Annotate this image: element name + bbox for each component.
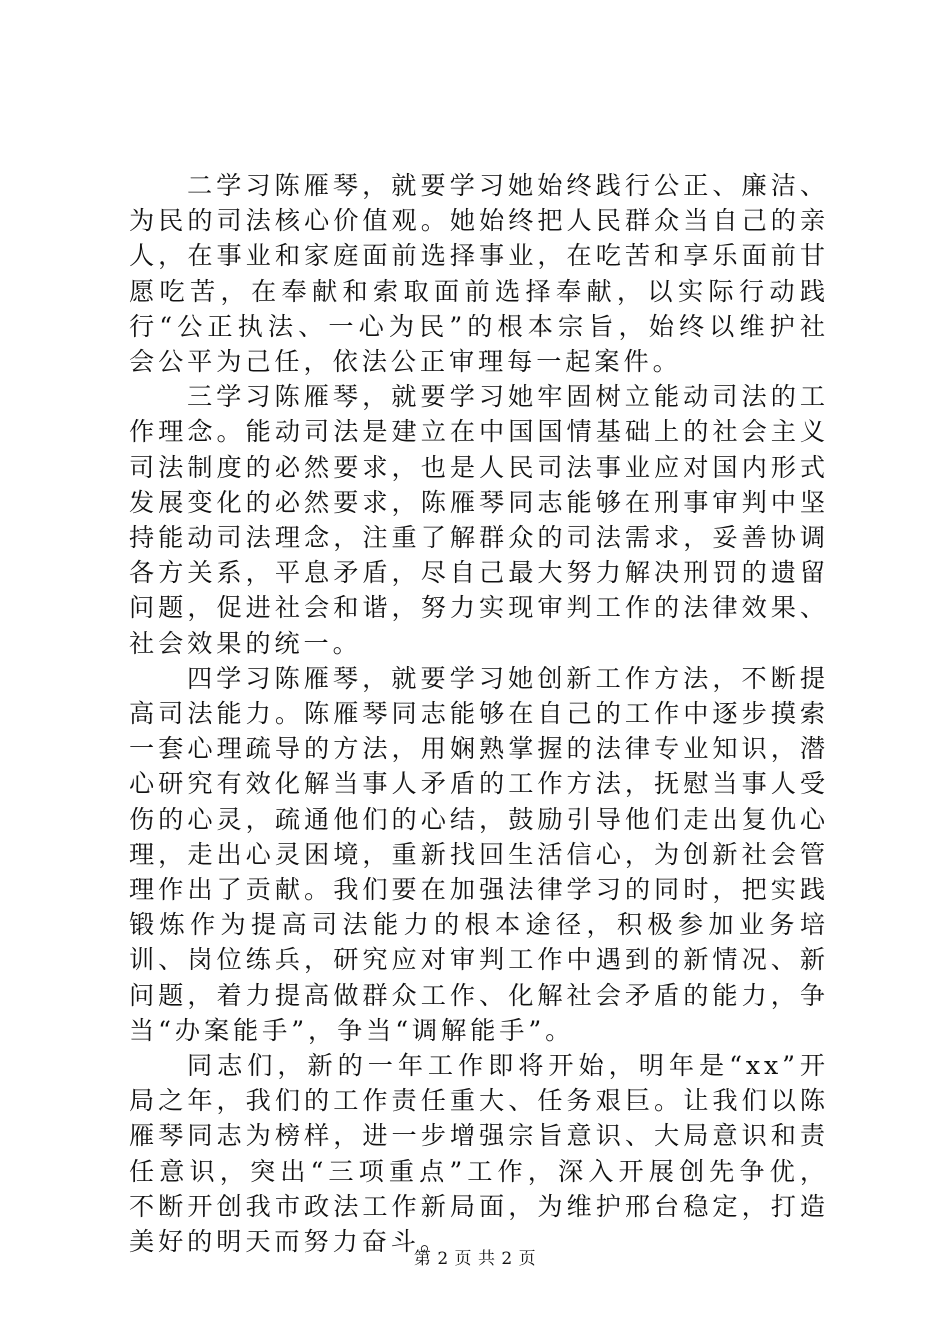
paragraph-3: 三学习陈雁琴，就要学习她牢固树立能动司法的工作理念。能动司法是建立在中国国情基础上的社会主义司法制度的必然要求，也是人民司法事业应对国内形式发展变化的必然要求，陈雁琴同志能够在刑事审判中坚持能动司法理念，注重了解群众的司法需求，妥善协调各方关系，平息矛盾，尽自己最大努力解决刑罚的遗留问题，促进社会和谐，努力实现审判工作的法律效果、社会效果的统一。 [129,382,829,658]
paragraph-closing: 同志们，新的一年工作即将开始，明年是“xx”开局之年，我们的工作责任重大、任务艰巨。让我们以陈雁琴同志为榜样，进一步增强宗旨意识、大局意识和责任意识，突出“三项重点”工作，深入开展创先争优，不断开创我市政法工作新局面，为维护邢台稳定，打造美好的明天而努力奋斗。 [129,1051,829,1257]
paragraph-4: 四学习陈雁琴，就要学习她创新工作方法，不断提高司法能力。陈雁琴同志能够在自己的工作中逐步摸索一套心理疏导的方法，用娴熟掌握的法律专业知识，潜心研究有效化解当事人矛盾的工作方法，抚慰当事人受伤的心灵，疏通他们的心结，鼓励引导他们走出复仇心理，走出心灵困境，重新找回生活信心，为创新社会管理作出了贡献。我们要在加强法律学习的同时，把实践锻炼作为提高司法能力的根本途径，积极参加业务培训、岗位练兵，研究应对审判工作中遇到的新情况、新问题，着力提高做群众工作、化解社会矛盾的能力，争当“办案能手”，争当“调解能手”。 [129,663,829,1045]
page-number-footer: 第 2 页 共 2 页 [413,1249,537,1269]
document-body [129,168,829,1259]
paragraph-2: 二学习陈雁琴，就要学习她始终践行公正、廉洁、为民的司法核心价值观。她始终把人民群众当自己的亲人，在事业和家庭面前选择事业，在吃苦和享乐面前甘愿吃苦，在奉献和索取面前选择奉献，以实际行动践行“公正执法、一心为民”的根本宗旨，始终以维护社会公平为己任，依法公正审理每一起案件。 [129,171,829,377]
